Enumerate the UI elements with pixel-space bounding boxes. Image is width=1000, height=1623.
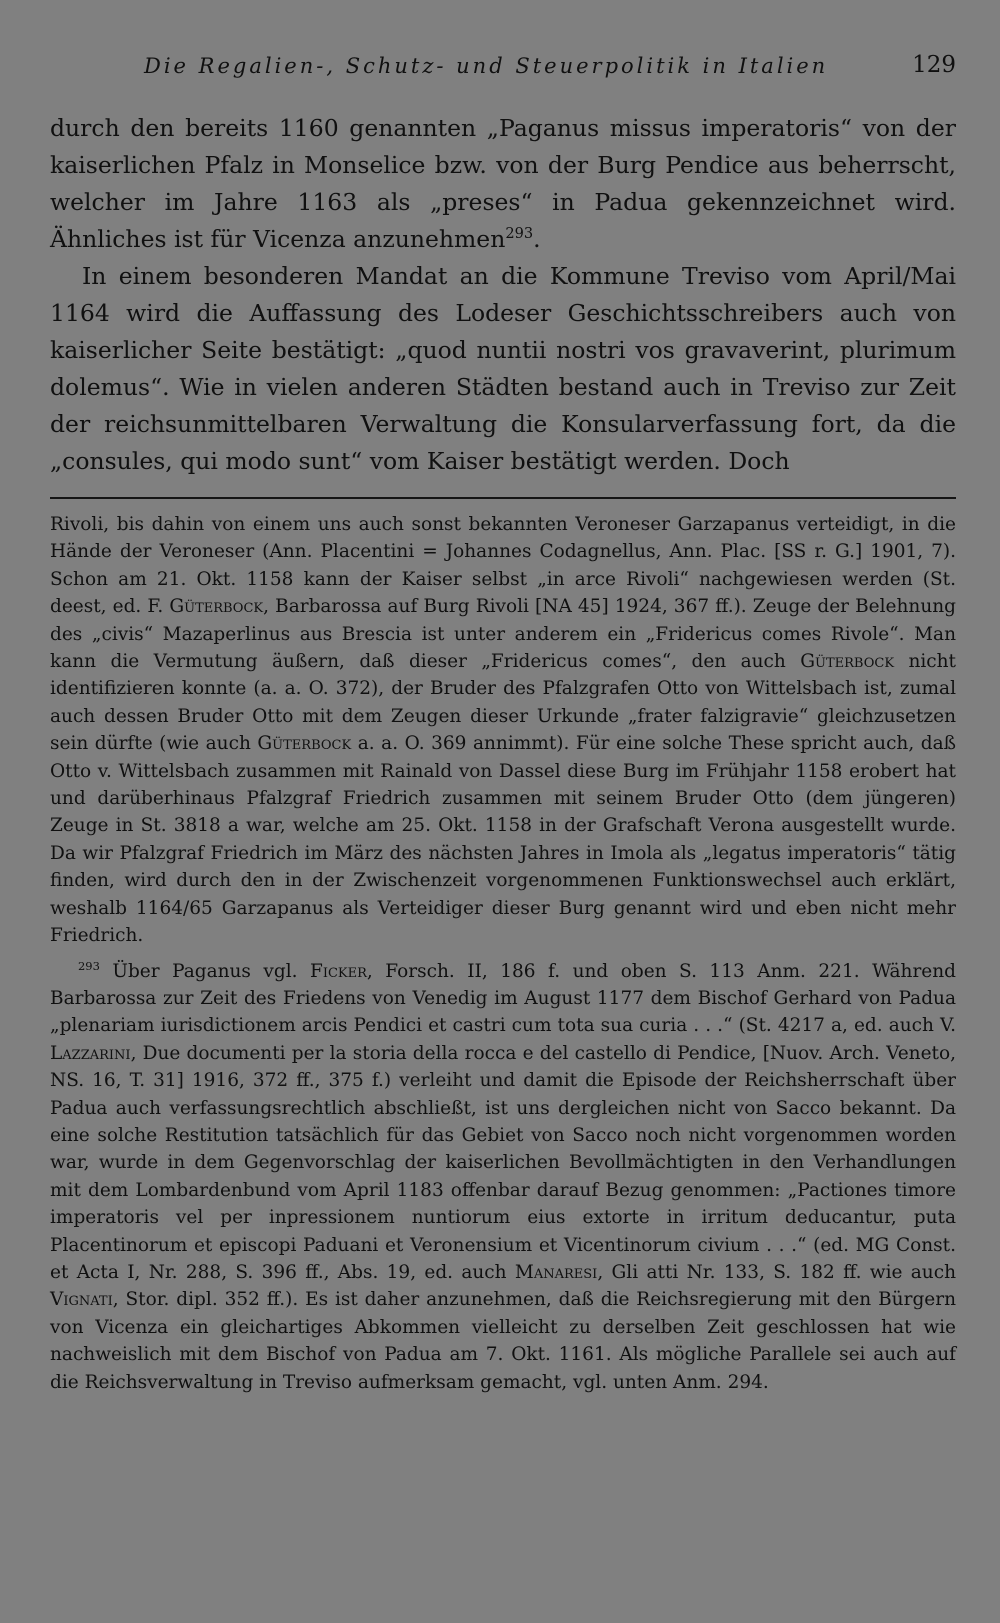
footnote-ref-293: 293 xyxy=(505,225,534,243)
footnote-number: 293 xyxy=(78,958,100,973)
footnote-text: Rivoli, bis dahin von einem uns auch sonst bekannten Veroneser Garzapanus verteidigt, in die Hände der Veroneser (Ann. Placentini = Johannes Codagnellus, Ann. Plac. [SS r. G.] 1901, 7). Schon am 21. Okt. 1158 kann der Kaiser selbst „in arce Rivoli“ nachgewiesen werden (St. deest, ed. F. xyxy=(50,514,956,618)
footnote-text: a. a. O. 369 annimmt). Für eine solche These spricht auch, daß Otto v. Wittelsbach zusammen mit Rainald von Dassel diese Burg im Frühjahr 1158 erobert hat und darüberhinaus Pfalzgraf Friedrich zusammen mit seinem Bruder Otto (dem jüngeren) Zeuge in St. 3818 a war, welche am 25. Okt. 1158 in der Grafschaft Verona ausgestellt wurde. Da wir Pfalzgraf Friedrich im März des nächsten Jahres in Imola als „legatus imperatoris“ tätig finden, wird durch den in der Zwischenzeit vorgenommenen Funktionswechsel auch erklärt, weshalb 1164/65 Garzapanus als Verteidiger dieser Burg genannt wird und eben nicht mehr Friedrich. xyxy=(50,733,956,947)
author-name: Manaresi xyxy=(514,1261,598,1283)
paragraph-1-end: . xyxy=(533,225,541,253)
footnote-text: , Forsch. II, 186 f. und oben S. 113 Anm. 221. Während Barbarossa zur Zeit des Friedens von Venedig im August 1177 dem Bischof Gerhard von Padua „plenariam iurisdictionem arcis Pendici et castri cum tota sua curia . . .“ (St. 4217 a, ed. auch V. xyxy=(50,960,956,1037)
running-head: Die Regalien-, Schutz- und Steuerpolitik in Italien xyxy=(144,54,829,78)
footnote-continuation xyxy=(50,511,956,950)
footnote-divider xyxy=(50,497,956,499)
footnote-text: nicht identifizieren konnte (a. a. O. 372), der Bruder des Pfalzgrafen Otto von Wittelsbach ist, zumal auch dessen Bruder Otto mit dem Zeugen dieser Urkunde „frater falzigravie“ gleichzusetzen sein dürfte (wie auch xyxy=(50,651,956,755)
paragraph-1 xyxy=(50,110,956,258)
author-name: Ficker xyxy=(310,960,367,982)
footnote-293 xyxy=(50,958,956,1397)
main-text xyxy=(50,110,956,480)
page-header xyxy=(50,50,956,84)
footnote-text: , Due documenti per la storia della rocca e del castello di Pendice, [Nuov. Arch. Veneto, NS. 16, T. 31] 1916, 372 ff., 375 f.) verleiht und damit die Episode der Reichsherrschaft über Padua auch verfassungsrechtlich abschließt, ist uns dergleichen nicht von Sacco bekannt. Da eine solche Restitution tatsächlich für das Gebiet von Sacco noch nicht vorgenommen worden war, wurde in dem Gegenvorschlag der kaiserlichen Bevollmächtigten in den Verhandlungen mit dem Lombardenbund vom April 1183 offenbar darauf Bezug genommen: „Pactiones timore imperatoris vel per inpressionem nuntiorum eius extorte in irritum deducantur, puta Placentinorum et episcopi Paduani et Veronensium et Vicentinorum civium . . .“ (ed. MG Const. et Acta I, Nr. 288, S. 396 ff., Abs. 19, ed. auch xyxy=(50,1042,956,1283)
footnote-text: , Gli atti Nr. 133, S. 182 ff. wie auch xyxy=(597,1261,956,1283)
paragraph-2: In einem besonderen Mandat an die Kommune Treviso vom April/Mai 1164 wird die Auffassung des Lodeser Geschichtsschreibers auch von kaiserlicher Seite bestätigt: „quod nuntii nostri vos gravaverint, plurimum dolemus“. Wie in vielen anderen Städten bestand auch in Treviso zur Zeit der reichsunmittelbaren Verwaltung die Konsularverfassung fort, da die „consules, qui modo sunt“ vom Kaiser bestätigt werden. Doch xyxy=(50,262,956,475)
author-name: Güterbock xyxy=(800,651,895,673)
footnote-text: Über Paganus vgl. xyxy=(99,960,310,982)
footnotes xyxy=(50,511,956,1396)
page-number: 129 xyxy=(912,52,956,78)
footnote-text: , Barbarossa auf Burg Rivoli [NA 45] 1924, 367 ff.). Zeuge der Belehnung des „civis“ Mazaperlinus aus Brescia ist unter anderem ein „Fridericus comes Rivole“. Man kann die Vermutung äußern, daß dieser „Fridericus comes“, den auch xyxy=(50,596,956,673)
author-name: Güterbock xyxy=(169,596,264,618)
author-name: Vignati xyxy=(50,1289,113,1311)
author-name: Lazzarini xyxy=(50,1042,131,1064)
author-name: Güterbock xyxy=(257,733,352,755)
paragraph-1-text: durch den bereits 1160 genannten „Paganus missus imperatoris“ von der kaiserlichen Pfalz in Monselice bzw. von der Burg Pendice aus beherrscht, welcher im Jahre 1163 als „preses“ in Padua gekennzeichnet wird. Ähnliches ist für Vicenza anzunehmen xyxy=(50,114,956,253)
footnote-text: , Stor. dipl. 352 ff.). Es ist daher anzunehmen, daß die Reichsregierung mit den Bürgern von Vicenza ein gleichartiges Abkommen vielleicht zu derselben Zeit geschlossen hat wie nachweislich mit dem Bischof von Padua am 7. Okt. 1161. Als mögliche Parallele sei auch auf die Reichsverwaltung in Treviso aufmerksam gemacht, vgl. unten Anm. 294. xyxy=(50,1289,956,1393)
